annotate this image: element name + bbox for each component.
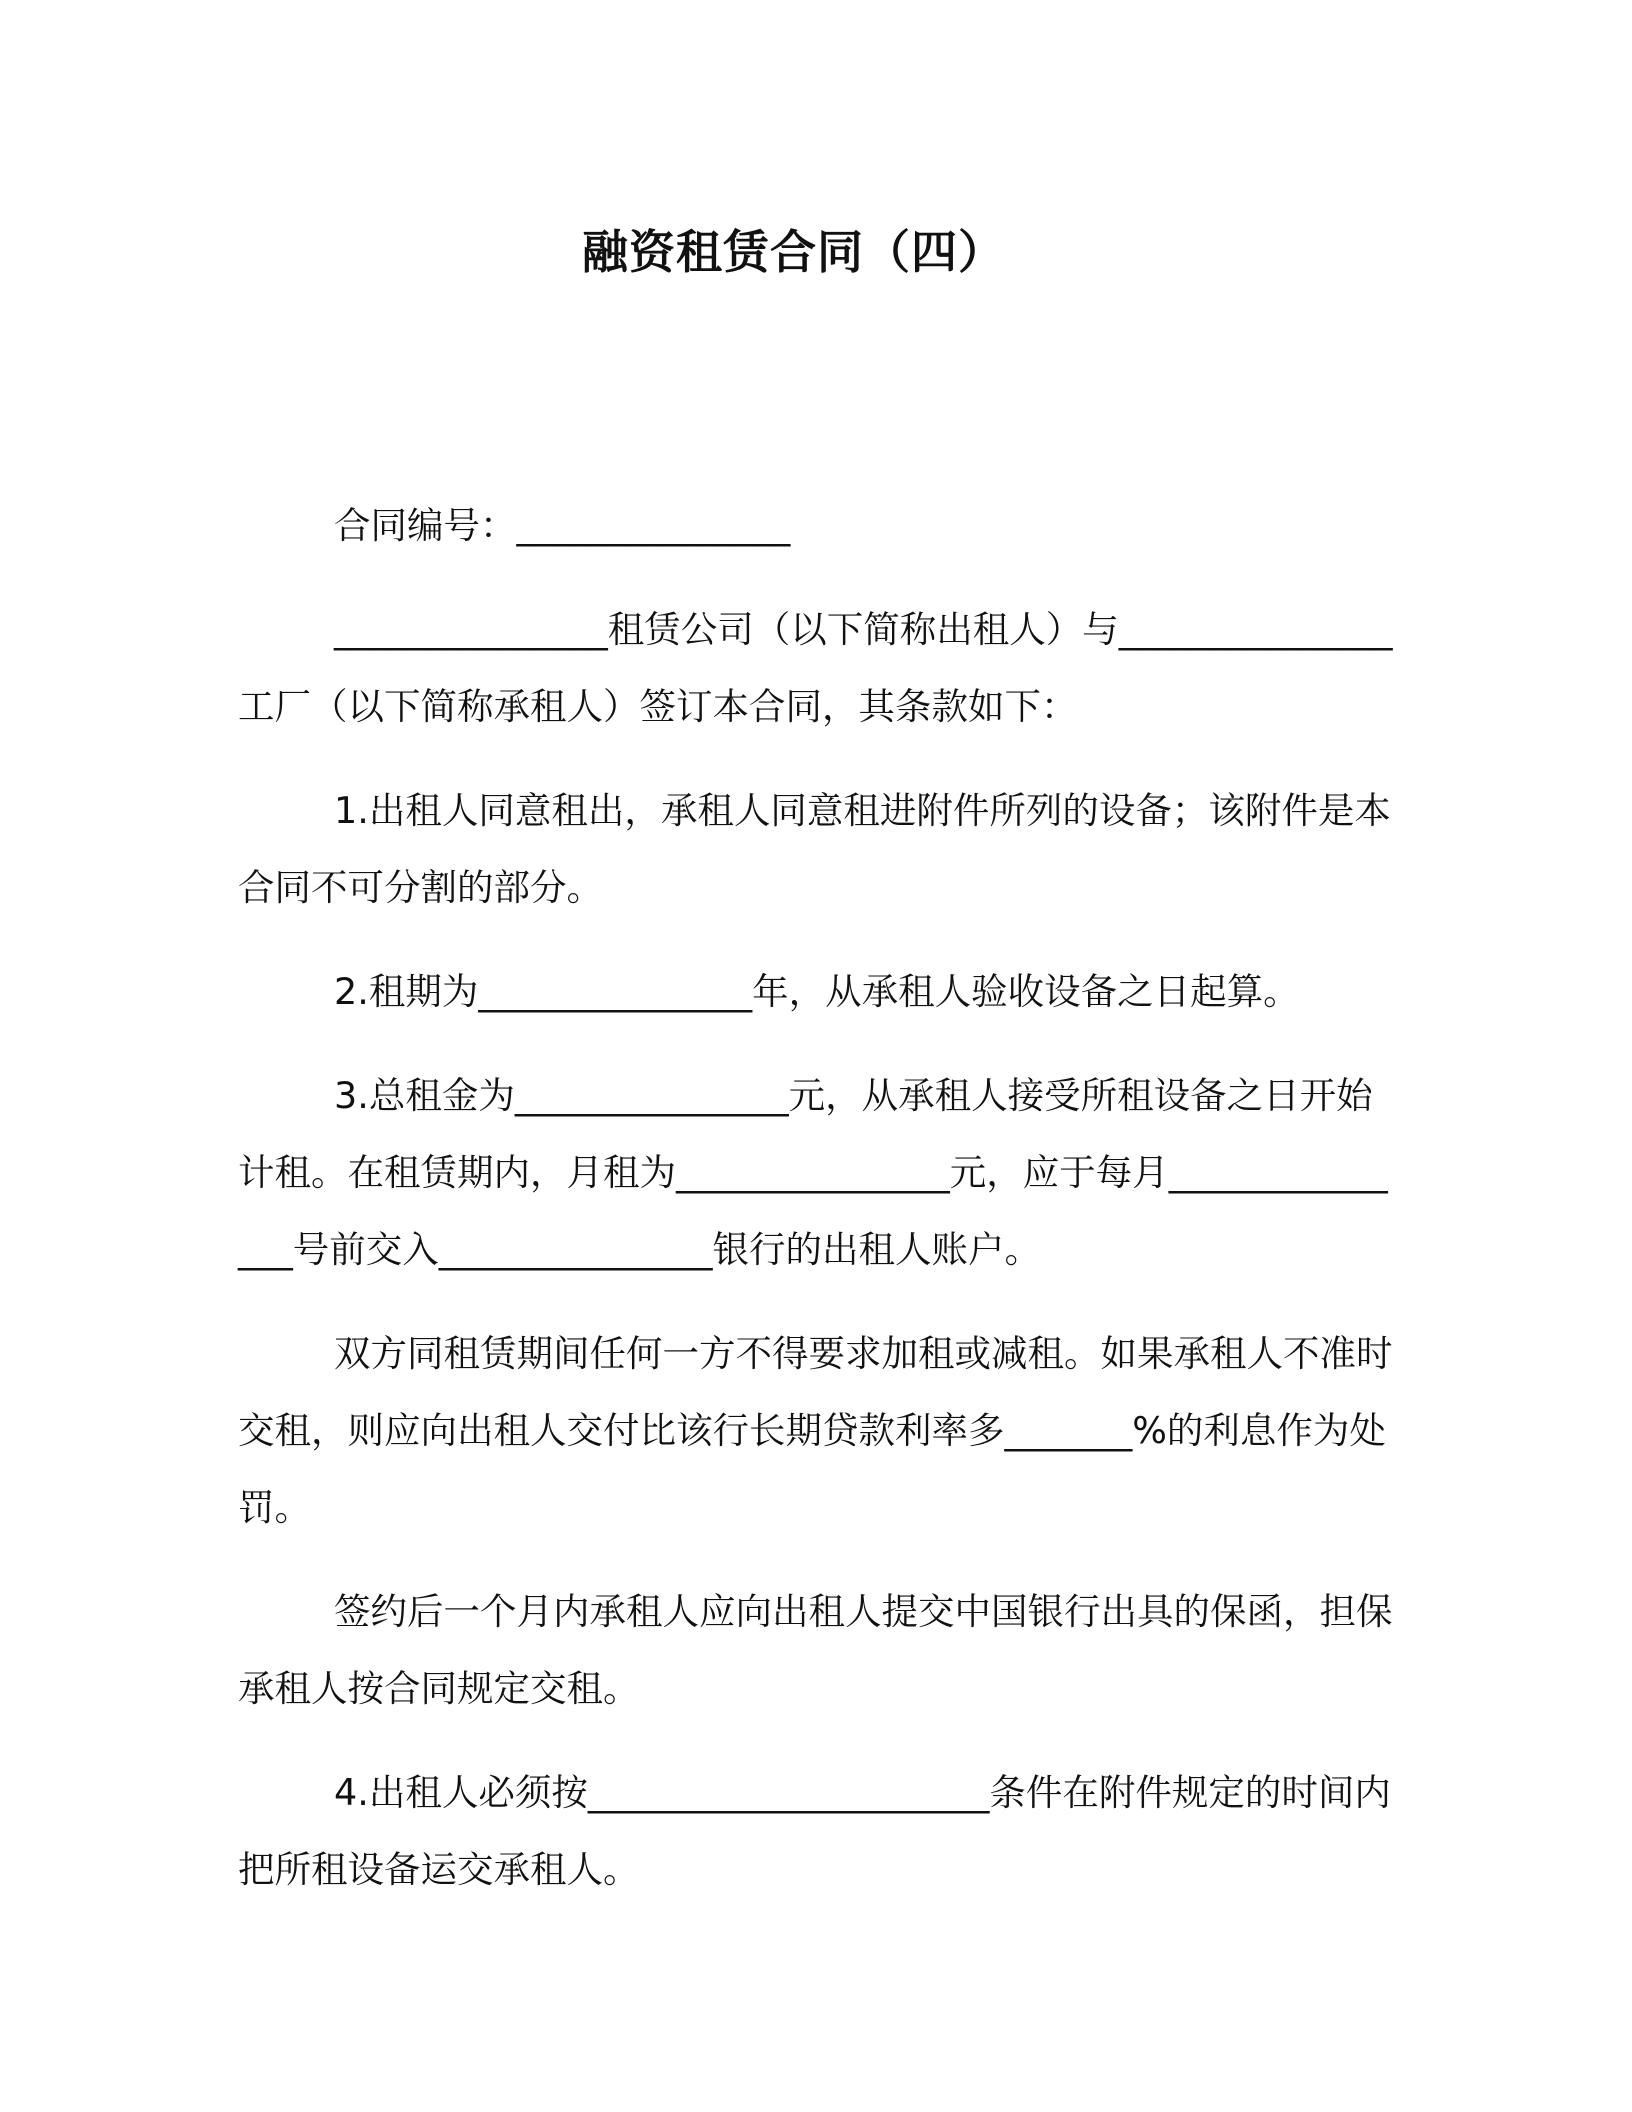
contract-number-paragraph: 合同编号：_______________ (334, 504, 791, 547)
rent-penalty-paragraph: 双方同租赁期间任何一方不得要求加租或减租。如果承租人不准时交租，则应向出租人交付比该行长期贷款利率多_______%的利息作为处罚。 (238, 1332, 1393, 1529)
clause-1-paragraph: 1.出租人同意租出，承租人同意租进附件所列的设备；该附件是本合同不可分割的部分。 (238, 789, 1391, 909)
parties-paragraph: _______________租赁公司（以下简称出租人）与_______________工厂（以下简称承租人）签订本合同，其条款如下： (238, 608, 1393, 728)
clause-3-paragraph: 3.总租金为_______________元，从承租人接受所租设备之日开始计租。在租赁期内，月租为_______________元，应于每月_______________号前交入_______________银行的出租人账户。 (238, 1074, 1388, 1271)
document-title: 融资租赁合同（四） (582, 225, 1005, 279)
clause-2-paragraph: 2.租期为_______________年，从承租人验收设备之日起算。 (334, 970, 1300, 1013)
clause-4-paragraph: 4.出租人必须按______________________条件在附件规定的时间内把所租设备运交承租人。 (238, 1771, 1391, 1891)
document-body (238, 487, 1398, 1935)
guarantee-paragraph: 签约后一个月内承租人应向出租人提交中国银行出具的保函，担保承租人按合同规定交租。 (238, 1590, 1393, 1710)
